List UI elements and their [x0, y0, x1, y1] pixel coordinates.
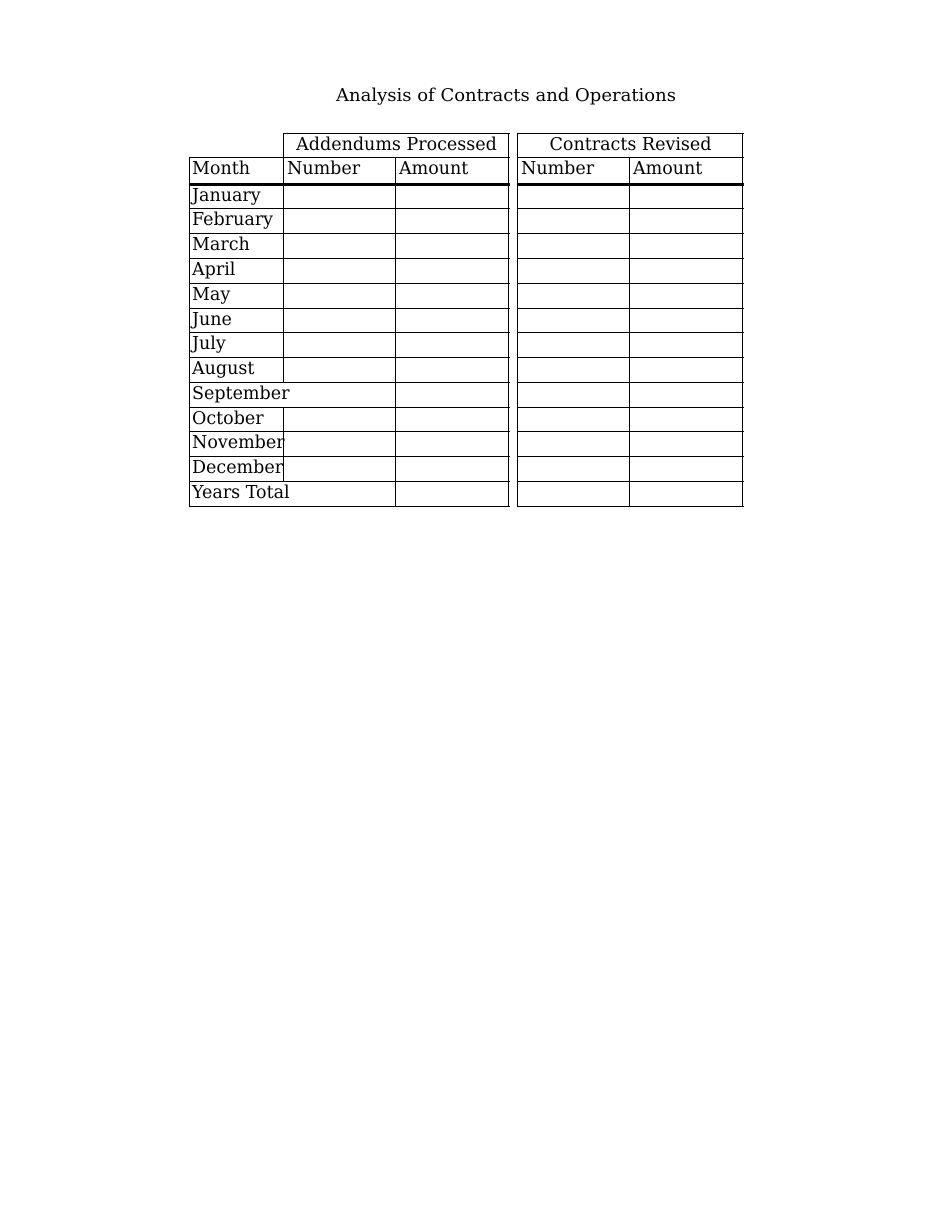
row-label-august: August	[192, 359, 255, 379]
grid-line	[517, 332, 744, 333]
group-header-contracts: Contracts Revised	[549, 135, 712, 155]
grid-line	[517, 133, 744, 134]
grid-line	[517, 456, 744, 457]
grid-line	[517, 506, 744, 507]
group-header-addendums: Addendums Processed	[296, 135, 497, 155]
grid-line	[517, 233, 744, 234]
grid-line	[517, 258, 744, 259]
grid-line	[517, 208, 744, 209]
grid-line	[189, 308, 510, 309]
row-label-december: December	[192, 458, 284, 478]
column-header-contracts-amount: Amount	[633, 159, 703, 179]
grid-line	[189, 157, 510, 158]
grid-line	[517, 133, 518, 507]
row-label-january: January	[192, 186, 261, 206]
grid-line	[517, 183, 744, 186]
grid-line	[189, 332, 510, 333]
grid-line	[283, 407, 284, 482]
row-label-june: June	[192, 310, 232, 330]
row-label-september: September	[192, 384, 290, 404]
grid-line	[189, 157, 190, 507]
grid-line	[189, 431, 510, 432]
row-label-february: February	[192, 210, 274, 230]
grid-line	[517, 481, 744, 482]
grid-line	[517, 407, 744, 408]
column-header-addendums-amount: Amount	[399, 159, 469, 179]
grid-line	[189, 233, 510, 234]
grid-line	[517, 157, 744, 158]
row-label-july: July	[192, 334, 226, 354]
grid-line	[517, 283, 744, 284]
grid-line	[517, 382, 744, 383]
row-label-march: March	[192, 235, 250, 255]
column-header-month: Month	[192, 159, 251, 179]
row-label-november: November	[192, 433, 285, 453]
grid-line	[189, 258, 510, 259]
row-label-october: October	[192, 409, 264, 429]
grid-line	[189, 283, 510, 284]
grid-line	[189, 456, 510, 457]
column-header-contracts-number: Number	[521, 159, 595, 179]
row-label-april: April	[192, 260, 236, 280]
grid-line	[629, 157, 630, 507]
grid-line	[508, 133, 509, 507]
row-label-may: May	[192, 285, 231, 305]
grid-line	[742, 133, 743, 507]
grid-line	[517, 431, 744, 432]
column-header-addendums-number: Number	[287, 159, 361, 179]
grid-line	[189, 382, 510, 383]
grid-line	[189, 357, 510, 358]
grid-line	[189, 208, 510, 209]
grid-line	[189, 183, 510, 186]
grid-line	[283, 133, 284, 383]
grid-line	[517, 308, 744, 309]
grid-line	[395, 157, 396, 507]
grid-line	[189, 407, 510, 408]
grid-line	[189, 506, 510, 507]
row-label-years-total: Years Total	[192, 483, 290, 503]
grid-line	[517, 357, 744, 358]
grid-line	[284, 133, 510, 134]
grid-line	[189, 481, 510, 482]
page-title: Analysis of Contracts and Operations	[336, 85, 676, 106]
